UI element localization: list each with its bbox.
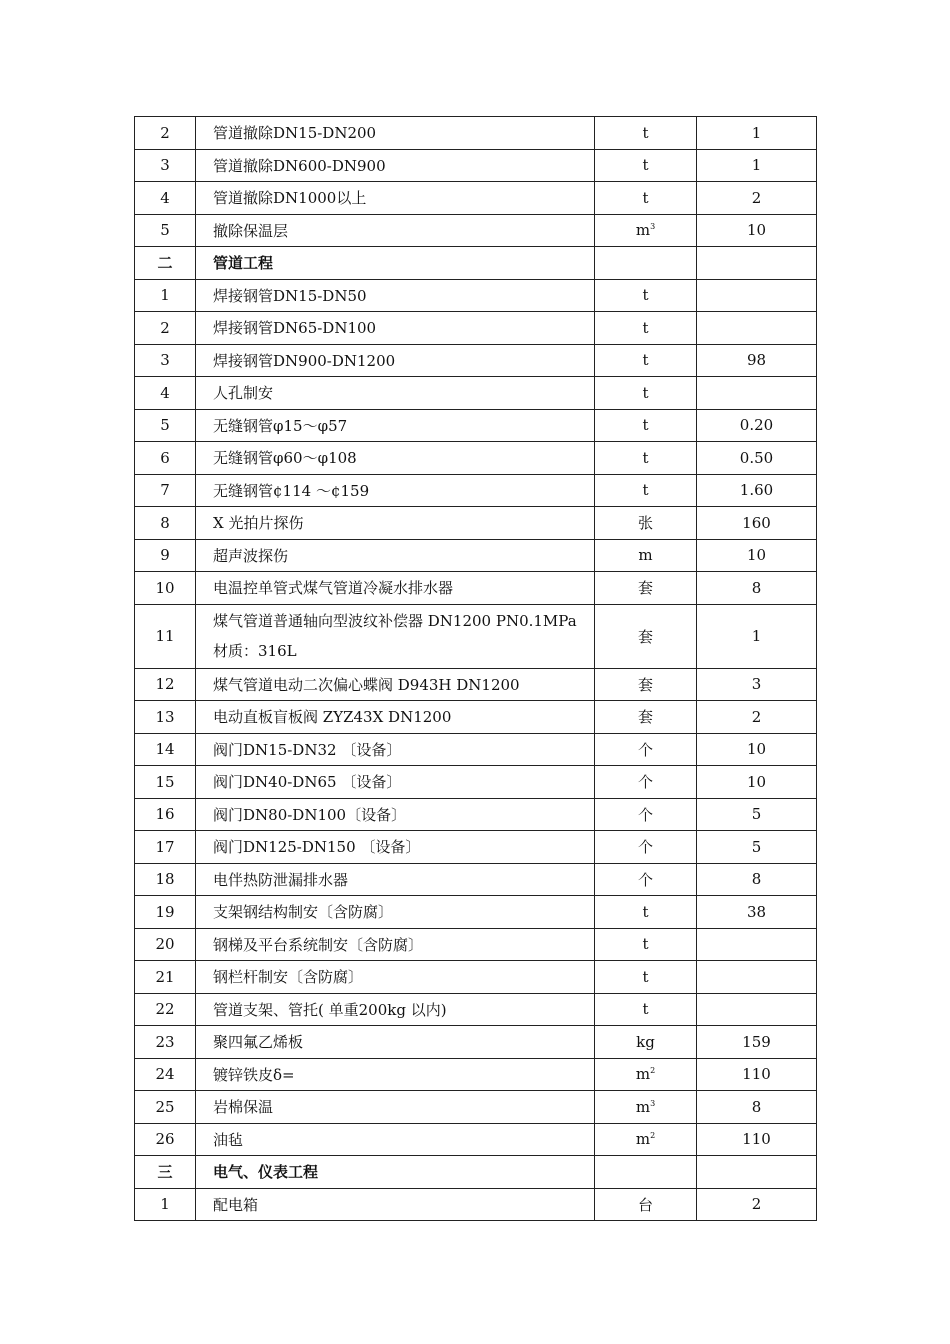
item-name: 油毡 (196, 1123, 595, 1156)
item-quantity: 98 (697, 344, 817, 377)
item-number: 14 (135, 733, 196, 766)
item-name: 钢栏杆制安〔含防腐〕 (196, 961, 595, 994)
item-unit: 个 (595, 831, 697, 864)
item-name: 阀门DN125-DN150 〔设备〕 (196, 831, 595, 864)
item-unit: t (595, 312, 697, 345)
item-quantity (697, 247, 817, 280)
table-row (135, 668, 817, 701)
item-unit: $m^3$ (595, 214, 697, 247)
item-name: 阀门DN15-DN32 〔设备〕 (196, 733, 595, 766)
table-row (135, 1026, 817, 1059)
item-name: 超声波探伤 (196, 539, 595, 572)
table-row (135, 539, 817, 572)
item-quantity: 10 (697, 539, 817, 572)
item-quantity (697, 928, 817, 961)
table-row (135, 344, 817, 377)
item-name: 阀门DN40-DN65 〔设备〕 (196, 766, 595, 799)
item-name: 无缝钢管φ60～φ108 (196, 442, 595, 475)
item-quantity: 8 (697, 572, 817, 605)
item-name: 焊接钢管DN900-DN1200 (196, 344, 595, 377)
table-row (135, 993, 817, 1026)
item-unit: t (595, 182, 697, 215)
item-name: 管道撤除DN15-DN200 (196, 117, 595, 150)
item-unit: t (595, 149, 697, 182)
item-number: 11 (135, 604, 196, 668)
item-number: 13 (135, 701, 196, 734)
section-number: 二 (135, 247, 196, 280)
item-unit: $m^3$ (595, 1091, 697, 1124)
table-row (135, 377, 817, 410)
item-quantity: 160 (697, 507, 817, 540)
item-quantity: 2 (697, 1188, 817, 1221)
item-quantity (697, 961, 817, 994)
item-number: 21 (135, 961, 196, 994)
item-number: 24 (135, 1058, 196, 1091)
item-quantity: 5 (697, 798, 817, 831)
item-quantity: 0.20 (697, 409, 817, 442)
item-name: 无缝钢管¢114 ～¢159 (196, 474, 595, 507)
quantity-table (134, 116, 817, 1221)
item-name: 煤气管道普通轴向型波纹补偿器 DN1200 PN0.1MPa 材质：316L (196, 604, 595, 668)
item-number: 22 (135, 993, 196, 1026)
item-quantity: 2 (697, 182, 817, 215)
item-unit: t (595, 993, 697, 1026)
item-unit: 个 (595, 863, 697, 896)
table-row (135, 928, 817, 961)
table-row (135, 831, 817, 864)
table-row (135, 572, 817, 605)
table-row (135, 214, 817, 247)
item-number: 4 (135, 182, 196, 215)
section-title: 管道工程 (196, 247, 595, 280)
item-quantity: 1 (697, 604, 817, 668)
item-number: 15 (135, 766, 196, 799)
item-quantity: 110 (697, 1058, 817, 1091)
item-quantity: 10 (697, 214, 817, 247)
table-row (135, 1091, 817, 1124)
item-quantity: 5 (697, 831, 817, 864)
item-number: 5 (135, 214, 196, 247)
item-unit: 套 (595, 701, 697, 734)
item-quantity: 3 (697, 668, 817, 701)
item-quantity (697, 1156, 817, 1189)
item-number: 25 (135, 1091, 196, 1124)
item-name: 管道支架、管托( 单重200kg 以内) (196, 993, 595, 1026)
item-number: 3 (135, 344, 196, 377)
table-row (135, 117, 817, 150)
item-number: 10 (135, 572, 196, 605)
item-name: 管道撤除DN600-DN900 (196, 149, 595, 182)
section-number: 三 (135, 1156, 196, 1189)
item-quantity: 1.60 (697, 474, 817, 507)
item-name: 配电箱 (196, 1188, 595, 1221)
table-row (135, 279, 817, 312)
item-number: 12 (135, 668, 196, 701)
item-name: 支架钢结构制安〔含防腐〕 (196, 896, 595, 929)
item-name: 撤除保温层 (196, 214, 595, 247)
item-number: 5 (135, 409, 196, 442)
item-unit (595, 247, 697, 280)
item-quantity: 159 (697, 1026, 817, 1059)
table-row (135, 474, 817, 507)
table-row (135, 312, 817, 345)
table-row (135, 863, 817, 896)
item-number: 3 (135, 149, 196, 182)
item-name: 电温控单管式煤气管道冷凝水排水器 (196, 572, 595, 605)
item-name: 人孔制安 (196, 377, 595, 410)
item-number: 23 (135, 1026, 196, 1059)
item-unit: t (595, 117, 697, 150)
table-row (135, 766, 817, 799)
item-number: 2 (135, 312, 196, 345)
item-unit: 台 (595, 1188, 697, 1221)
item-number: 6 (135, 442, 196, 475)
item-name: 无缝钢管φ15～φ57 (196, 409, 595, 442)
item-quantity: 10 (697, 733, 817, 766)
section-title: 电气、仪表工程 (196, 1156, 595, 1189)
item-quantity: 8 (697, 1091, 817, 1124)
item-number: 1 (135, 279, 196, 312)
item-unit: t (595, 442, 697, 475)
item-number: 9 (135, 539, 196, 572)
item-number: 18 (135, 863, 196, 896)
item-number: 20 (135, 928, 196, 961)
item-quantity: 1 (697, 117, 817, 150)
section-header-row (135, 247, 817, 280)
item-number: 7 (135, 474, 196, 507)
item-unit: t (595, 961, 697, 994)
table-row (135, 896, 817, 929)
item-number: 19 (135, 896, 196, 929)
item-unit: 套 (595, 668, 697, 701)
item-quantity: 2 (697, 701, 817, 734)
item-name: 岩棉保温 (196, 1091, 595, 1124)
table-row (135, 1188, 817, 1221)
item-unit: t (595, 279, 697, 312)
item-number: 16 (135, 798, 196, 831)
item-name: 阀门DN80-DN100〔设备〕 (196, 798, 595, 831)
table-row (135, 182, 817, 215)
item-unit: t (595, 409, 697, 442)
item-quantity: 10 (697, 766, 817, 799)
item-quantity (697, 993, 817, 1026)
table-row (135, 604, 817, 668)
item-unit: $m^2$ (595, 1058, 697, 1091)
item-unit: 个 (595, 798, 697, 831)
section-header-row (135, 1156, 817, 1189)
item-unit: t (595, 474, 697, 507)
table-row (135, 409, 817, 442)
item-name: 焊接钢管DN15-DN50 (196, 279, 595, 312)
item-name: 管道撤除DN1000以上 (196, 182, 595, 215)
table-row (135, 442, 817, 475)
item-number: 17 (135, 831, 196, 864)
item-quantity (697, 279, 817, 312)
item-name: 镀锌铁皮δ= (196, 1058, 595, 1091)
item-unit: 个 (595, 733, 697, 766)
item-unit: 套 (595, 572, 697, 605)
item-name: 煤气管道电动二次偏心蝶阀 D943H DN1200 (196, 668, 595, 701)
table-row (135, 961, 817, 994)
item-number: 8 (135, 507, 196, 540)
item-name: 聚四氟乙烯板 (196, 1026, 595, 1059)
item-name: 电动直板盲板阀 ZYZ43X DN1200 (196, 701, 595, 734)
table-row (135, 798, 817, 831)
item-unit: m (595, 539, 697, 572)
item-unit: t (595, 928, 697, 961)
item-name: 焊接钢管DN65-DN100 (196, 312, 595, 345)
item-name: 钢梯及平台系统制安〔含防腐〕 (196, 928, 595, 961)
item-unit (595, 1156, 697, 1189)
item-number: 4 (135, 377, 196, 410)
item-number: 1 (135, 1188, 196, 1221)
item-unit: t (595, 377, 697, 410)
item-number: 26 (135, 1123, 196, 1156)
item-number: 2 (135, 117, 196, 150)
table-row (135, 1058, 817, 1091)
item-quantity: 38 (697, 896, 817, 929)
table-row (135, 733, 817, 766)
table-row (135, 507, 817, 540)
item-unit: t (595, 896, 697, 929)
item-unit: kg (595, 1026, 697, 1059)
item-name: X 光拍片探伤 (196, 507, 595, 540)
table-row (135, 701, 817, 734)
item-quantity (697, 377, 817, 410)
table-row (135, 149, 817, 182)
item-unit: 张 (595, 507, 697, 540)
item-quantity (697, 312, 817, 345)
item-quantity: 8 (697, 863, 817, 896)
item-unit: 套 (595, 604, 697, 668)
item-quantity: 110 (697, 1123, 817, 1156)
item-quantity: 1 (697, 149, 817, 182)
item-unit: t (595, 344, 697, 377)
item-quantity: 0.50 (697, 442, 817, 475)
item-unit: 个 (595, 766, 697, 799)
item-unit: $m^2$ (595, 1123, 697, 1156)
item-name: 电伴热防泄漏排水器 (196, 863, 595, 896)
table-row (135, 1123, 817, 1156)
